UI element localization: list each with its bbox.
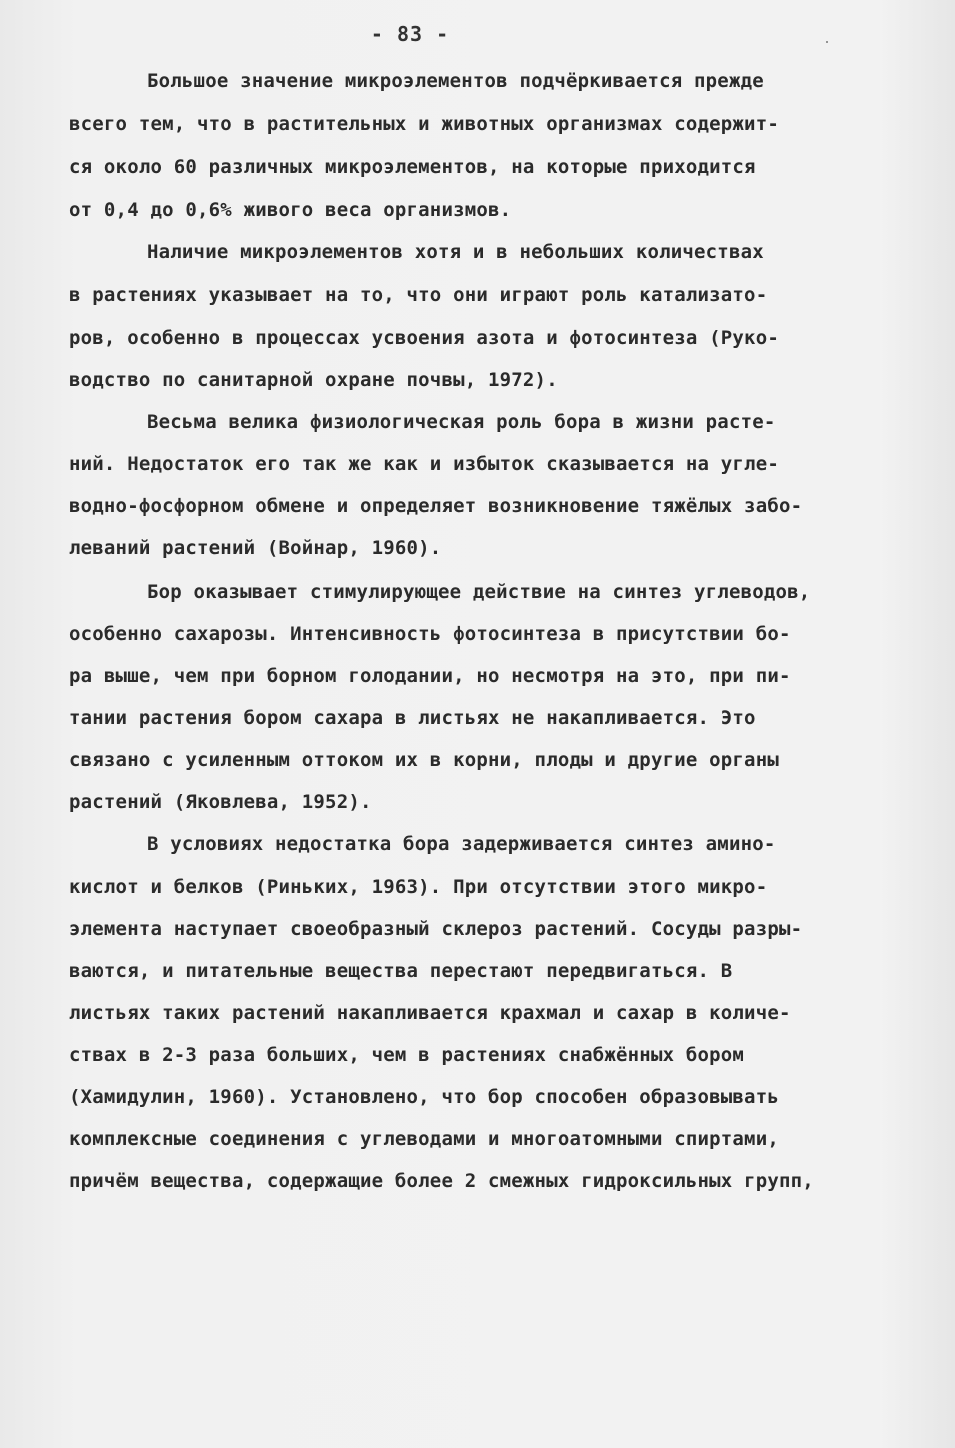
page-number: - 83 - (370, 22, 450, 46)
text-line: В условиях недостатка бора задерживается синтез амино- (147, 833, 776, 855)
text-line: ра выше, чем при борном голодании, но несмотря на это, при пи- (69, 665, 791, 687)
text-line: леваний растений (Войнар, 1960). (69, 537, 442, 559)
scan-speck (826, 41, 828, 43)
text-line: водно-фосфорном обмене и определяет возникновение тяжёлых забо- (69, 495, 803, 517)
text-line: комплексные соединения с углеводами и многоатомными спиртами, (69, 1128, 779, 1150)
text-line: растений (Яковлева, 1952). (69, 791, 372, 813)
text-line: тании растения бором сахара в листьях не накапливается. Это (69, 707, 756, 729)
text-line: (Хамидулин, 1960). Установлено, что бор способен образовывать (69, 1086, 779, 1108)
text-line: в растениях указывает на то, что они играют роль катализато- (69, 284, 768, 306)
text-line: всего тем, что в растительных и животных организмах содержит- (69, 113, 779, 135)
text-line: причём вещества, содержащие более 2 смежных гидроксильных групп, (69, 1170, 814, 1192)
text-line: водство по санитарной охране почвы, 1972). (69, 369, 558, 391)
text-line: от 0,4 до 0,6% живого веса организмов. (69, 199, 512, 221)
text-line: кислот и белков (Риньких, 1963). При отсутствии этого микро- (69, 876, 768, 898)
text-line: ний. Недостаток его так же как и избыток сказывается на угле- (69, 453, 779, 475)
text-line: ваются, и питательные вещества перестают передвигаться. В (69, 960, 733, 982)
text-line: элемента наступает своеобразный склероз растений. Сосуды разры- (69, 918, 803, 940)
text-line: листьях таких растений накапливается крахмал и сахар в количе- (69, 1002, 791, 1024)
text-line: ствах в 2-3 раза больших, чем в растениях снабжённых бором (69, 1044, 745, 1066)
text-line: Наличие микроэлементов хотя и в небольших количествах (147, 241, 764, 263)
text-line: Бор оказывает стимулирующее действие на синтез углеводов, (147, 581, 811, 603)
text-line: Большое значение микроэлементов подчёркивается прежде (147, 70, 764, 92)
text-line: особенно сахарозы. Интенсивность фотосинтеза в присутствии бо- (69, 623, 791, 645)
text-line: ров, особенно в процессах усвоения азота и фотосинтеза (Руко- (69, 327, 779, 349)
text-line: Весьма велика физиологическая роль бора в жизни расте- (147, 411, 776, 433)
text-line: ся около 60 различных микроэлементов, на которые приходится (69, 156, 756, 178)
text-line: связано с усиленным оттоком их в корни, плоды и другие органы (69, 749, 779, 771)
